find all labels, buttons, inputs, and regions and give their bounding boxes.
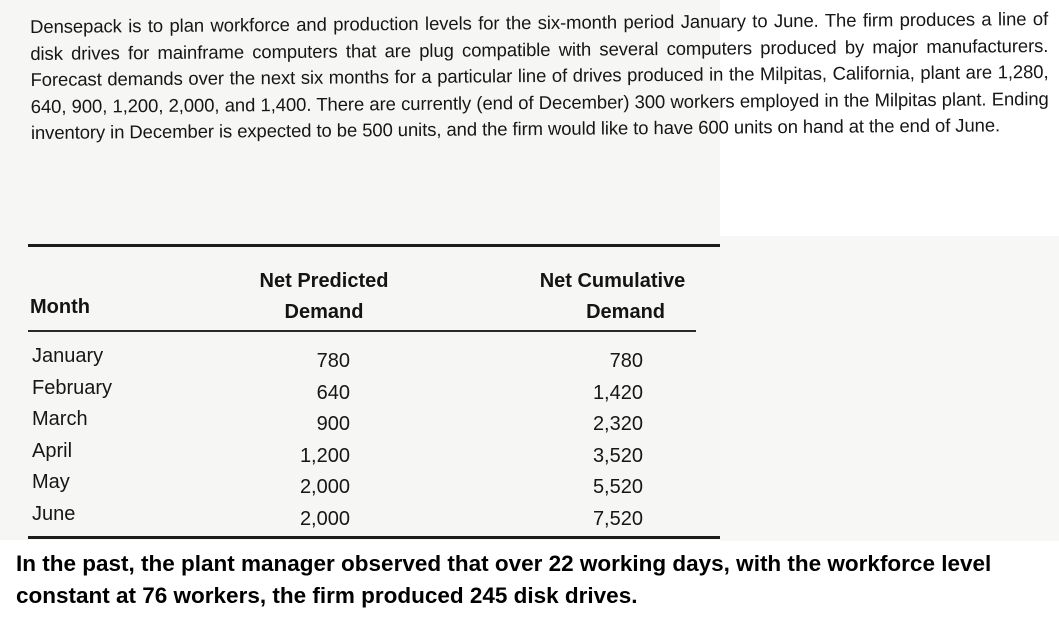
month-cell: March [32,408,88,430]
net-predicted-cell: 2,000 [299,507,350,530]
month-cell: April [32,439,73,462]
scanned-page-margin [720,236,1059,541]
net-predicted-column [240,346,350,535]
net-cumulative-cell: 1,420 [592,381,643,404]
net-predicted-cell: 900 [316,413,350,435]
net-predicted-cell: 2,000 [299,476,350,498]
header-month: Month [30,296,90,318]
net-predicted-cell: 1,200 [299,444,350,467]
table-top-rule [28,244,720,247]
footer-note: In the past, the plant manager observed that over 22 working days, with the workforce level constant at 76 workers, the firm produced 245 disk drives. [16,551,992,608]
month-cell: January [32,345,104,367]
month-cell: May [32,471,70,493]
problem-statement: Densepack is to plan workforce and production levels for the six-month period January to June. The firm produces a line of disk drives for mainframe computers that are plug compatible with several computers produced by major manufacturers. Forecast demands over the next six months for a particular line of drives produced in the Milpitas, California, plant are 1,280, 640, 900, 1,200, 2,000, and 1,400. There are currently (end of December) 300 workers employed in the Milpitas plant. Ending inventory in December is expected to be 500 units, and the firm would like to have 600 units on hand at the end of June. [30,8,1049,143]
net-predicted-cell: 640 [316,381,350,404]
net-cumulative-cell: 3,520 [592,444,643,467]
header-net-predicted-line2: Demand [284,301,364,323]
table-bottom-rule [28,536,720,539]
month-cell: June [32,502,76,525]
net-cumulative-cell: 7,520 [592,507,643,530]
net-cumulative-cell: 5,520 [592,476,643,498]
month-column [32,341,232,530]
header-rule [28,330,696,332]
net-predicted-cell: 780 [316,350,350,372]
net-cumulative-column [540,346,643,535]
month-cell: February [32,376,113,399]
net-cumulative-cell: 2,320 [592,413,643,435]
net-cumulative-cell: 780 [609,350,643,372]
header-net-cumulative-line2: Demand [586,301,665,323]
header-net-predicted-line1: Net Predicted [259,270,389,292]
header-net-cumulative-line1: Net Cumulative [539,270,686,292]
